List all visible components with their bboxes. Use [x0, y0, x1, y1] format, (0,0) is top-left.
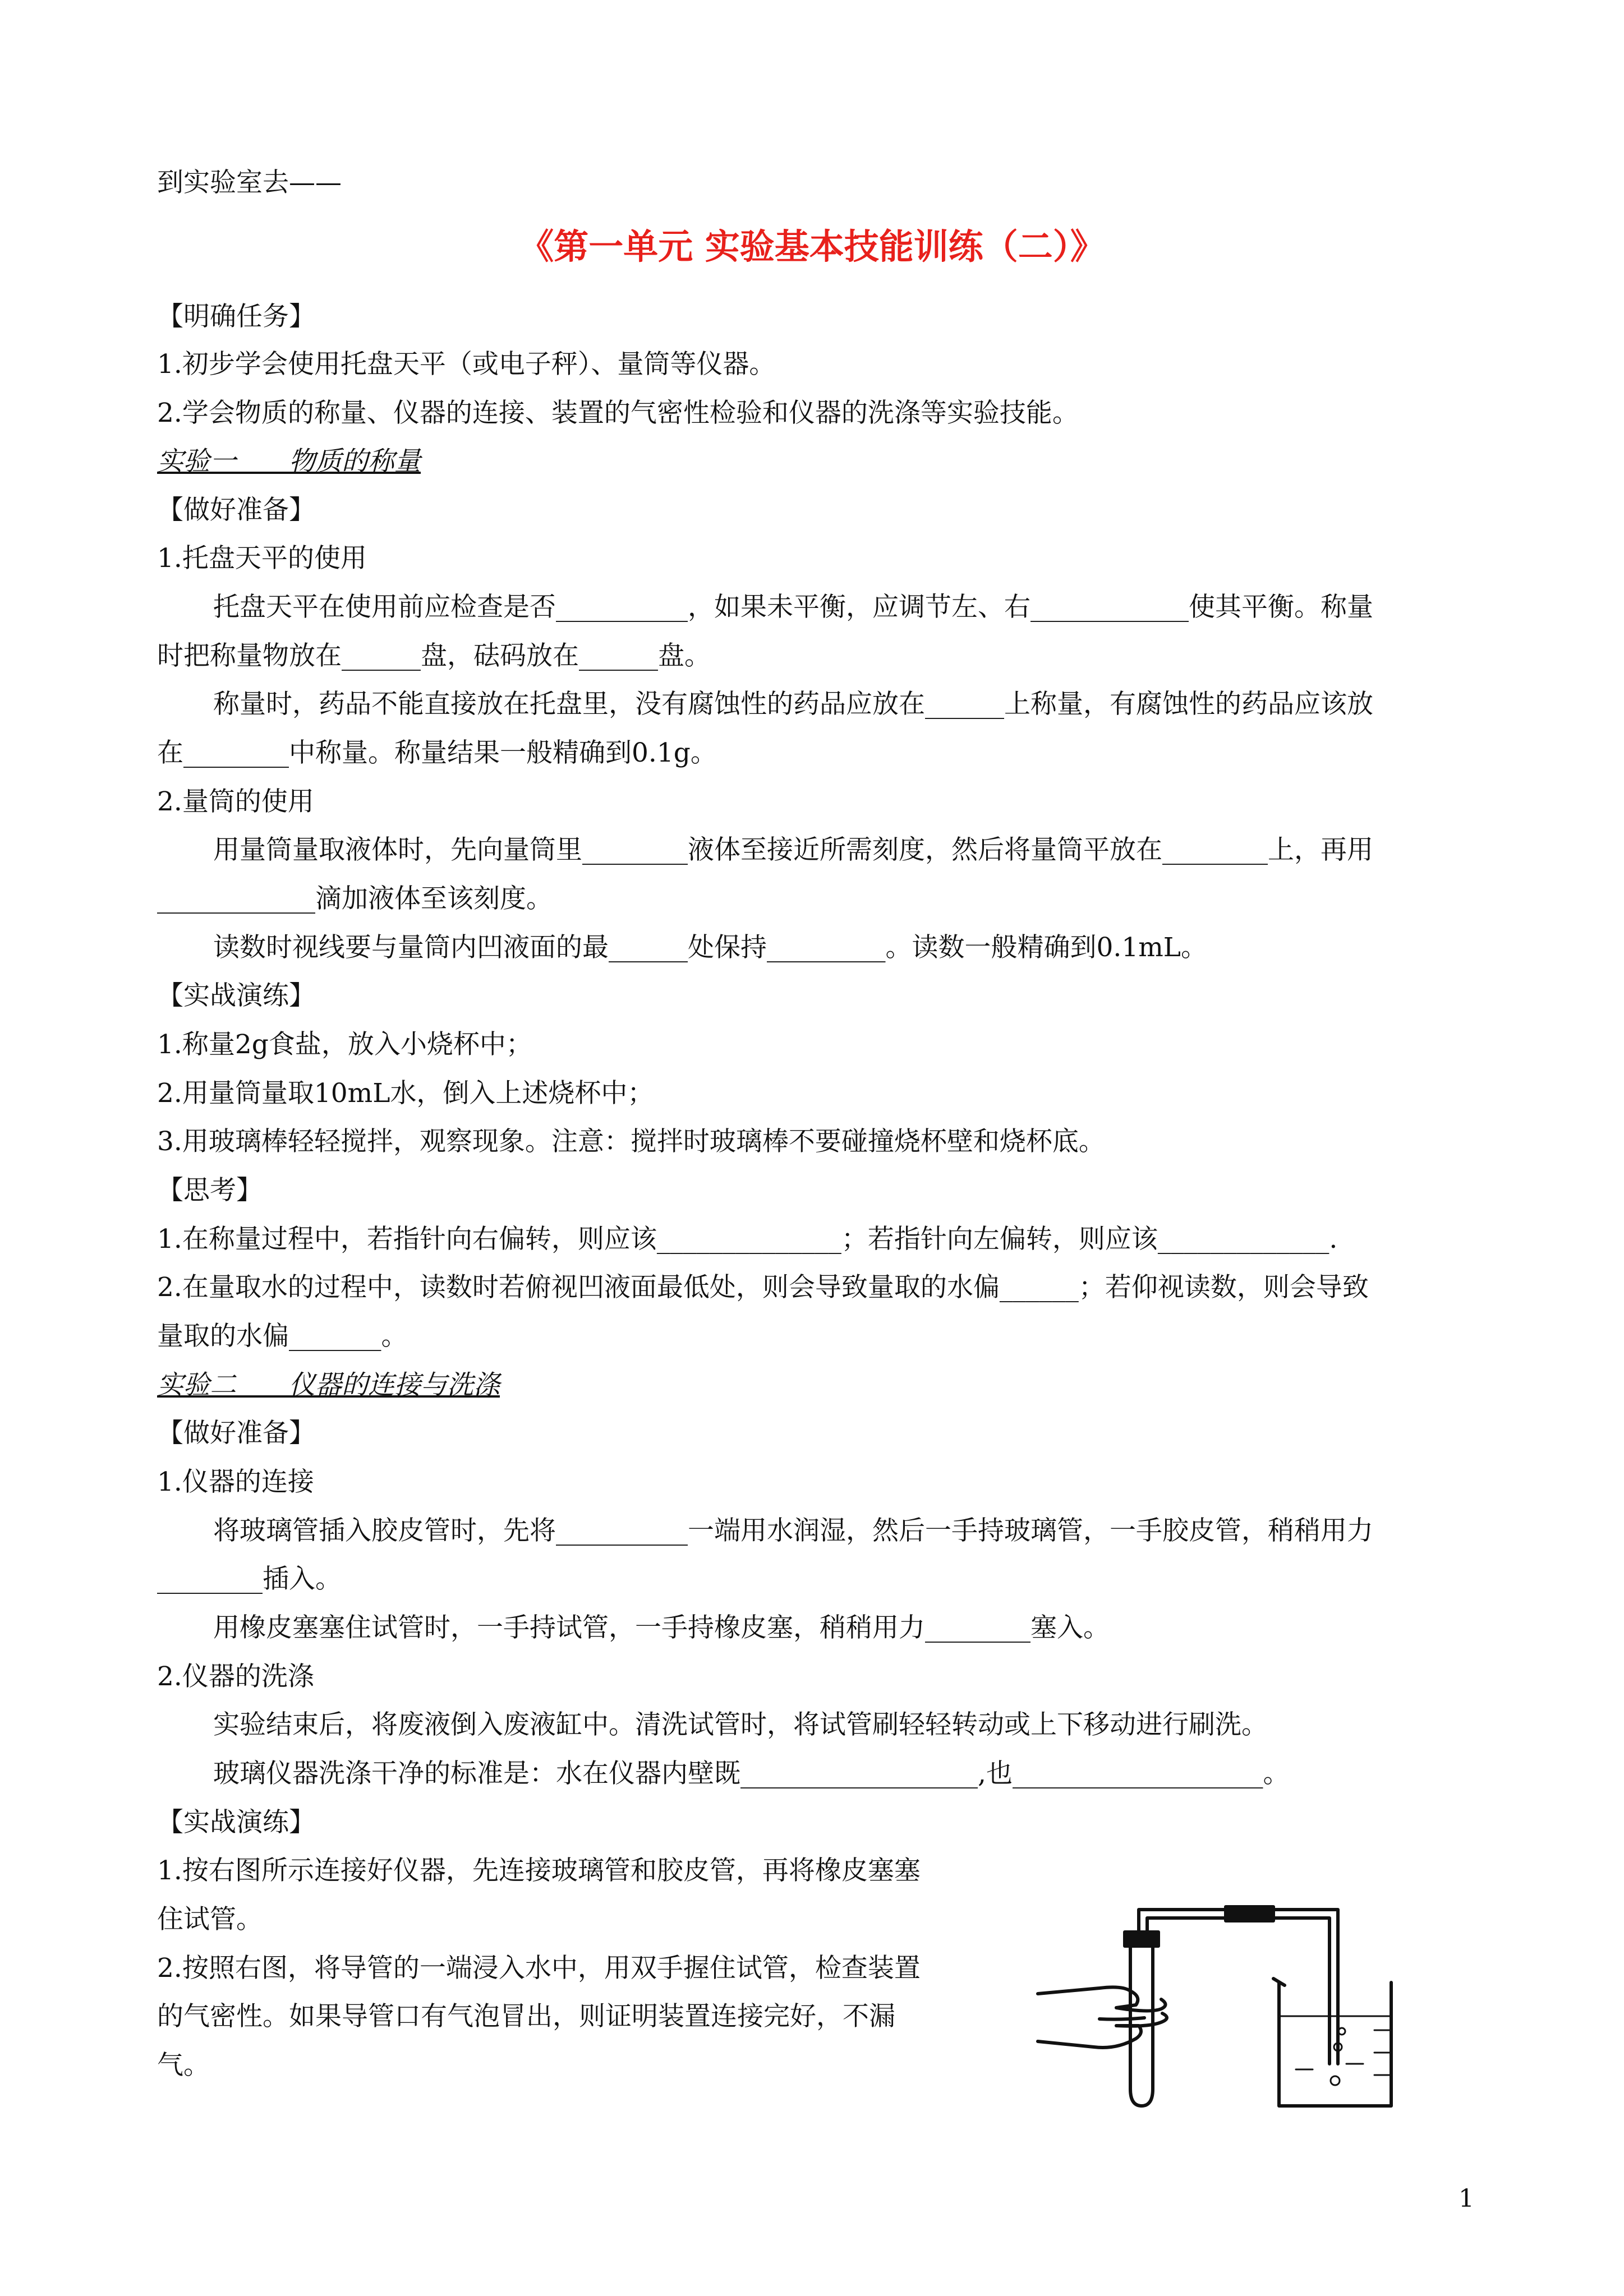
- paragraph-line: 将玻璃管插入胶皮管时，先将__________一端用水润湿，然后一手持玻璃管，一手胶皮管，稍稍用力: [213, 1515, 1373, 1546]
- subheading-balance: 1.托盘天平的使用: [157, 543, 367, 574]
- task-item-2: 2.学会物质的称量、仪器的连接、装置的气密性检验和仪器的洗涤等实验技能。: [157, 398, 1079, 428]
- page-title: 《第一单元 实验基本技能训练（二）》: [519, 226, 1105, 267]
- heading-practice-2: 【实战演练】: [157, 1807, 315, 1838]
- header-text: 到实验室去——: [157, 167, 342, 198]
- practice-item-2: 2.用量筒量取10mL水，倒入上述烧杯中；: [157, 1078, 654, 1109]
- heading-task: 【明确任务】: [157, 301, 315, 332]
- paragraph-line: ____________滴加液体至该刻度。: [157, 883, 553, 914]
- paragraph-line: 玻璃仪器洗涤干净的标准是：水在仪器内壁既__________________,也___________________。: [213, 1758, 1290, 1789]
- practice-item-3: 3.用玻璃棒轻轻搅拌，观察现象。注意：搅拌时玻璃棒不要碰撞烧杯壁和烧杯底。: [157, 1126, 1105, 1157]
- heading-prepare-2: 【做好准备】: [157, 1418, 315, 1449]
- practice2-item-2-end: 气。: [157, 2050, 210, 2081]
- paragraph-line: ________插入。: [157, 1564, 342, 1594]
- paragraph-line: 时把称量物放在______盘，砝码放在______盘。: [157, 640, 711, 671]
- practice2-item-2-cont: 的气密性。如果导管口有气泡冒出，则证明装置连接完好，不漏: [157, 2001, 895, 2032]
- practice2-item-1: 1.按右图所示连接好仪器，先连接玻璃管和胶皮管，再将橡皮塞塞: [157, 1855, 921, 1886]
- heading-think: 【思考】: [157, 1175, 263, 1206]
- practice2-item-1-cont: 住试管。: [157, 1904, 263, 1935]
- paragraph-line: 称量时，药品不能直接放在托盘里，没有腐蚀性的药品应放在______上称量，有腐蚀性的药品应该放: [213, 689, 1373, 720]
- practice2-item-2: 2.按照右图，将导管的一端浸入水中，用双手握住试管，检查装置: [157, 1953, 921, 1984]
- paragraph-line: 实验结束后，将废液倒入废液缸中。清洗试管时，将试管刷轻轻转动或上下移动进行刷洗。: [213, 1709, 1268, 1740]
- paragraph-line: 读数时视线要与量筒内凹液面的最______处保持_________。读数一般精确到0.1mL。: [213, 932, 1208, 963]
- page-number: 1: [1459, 2184, 1474, 2213]
- paragraph-line: 用橡皮塞塞住试管时，一手持试管，一手持橡皮塞，稍稍用力________塞入。: [213, 1612, 1110, 1643]
- paragraph-line: 托盘天平在使用前应检查是否__________，如果未平衡，应调节左、右____________使其平衡。称量: [213, 592, 1373, 623]
- think-item-1: 1.在称量过程中，若指针向右偏转，则应该______________；若指针向左偏转，则应该_____________.: [157, 1224, 1338, 1255]
- paragraph-line: 用量筒量取液体时，先向量筒里________液体至接近所需刻度，然后将量筒平放在________上，再用: [213, 835, 1373, 865]
- think-item-2-cont: 量取的水偏_______。: [157, 1321, 408, 1352]
- section-experiment-1: 实验一 物质的称量: [157, 446, 421, 477]
- paragraph-line: 在________中称量。称量结果一般精确到0.1g。: [157, 737, 717, 768]
- think-item-2: 2.在量取水的过程中，读数时若俯视凹液面最低处，则会导致量取的水偏______；若仰视读数，则会导致: [157, 1272, 1369, 1303]
- subheading-wash: 2.仪器的洗涤: [157, 1661, 314, 1692]
- section-experiment-2: 实验二 仪器的连接与洗涤: [157, 1370, 500, 1400]
- heading-practice-1: 【实战演练】: [157, 980, 315, 1011]
- heading-prepare-1: 【做好准备】: [157, 495, 315, 525]
- task-item-1: 1.初步学会使用托盘天平（或电子秤）、量筒等仪器。: [157, 349, 776, 380]
- apparatus-illustration: [1032, 1879, 1487, 2114]
- practice-item-1: 1.称量2g食盐，放入小烧杯中；: [157, 1029, 532, 1060]
- subheading-connect: 1.仪器的连接: [157, 1467, 314, 1497]
- subheading-cylinder: 2.量筒的使用: [157, 786, 314, 817]
